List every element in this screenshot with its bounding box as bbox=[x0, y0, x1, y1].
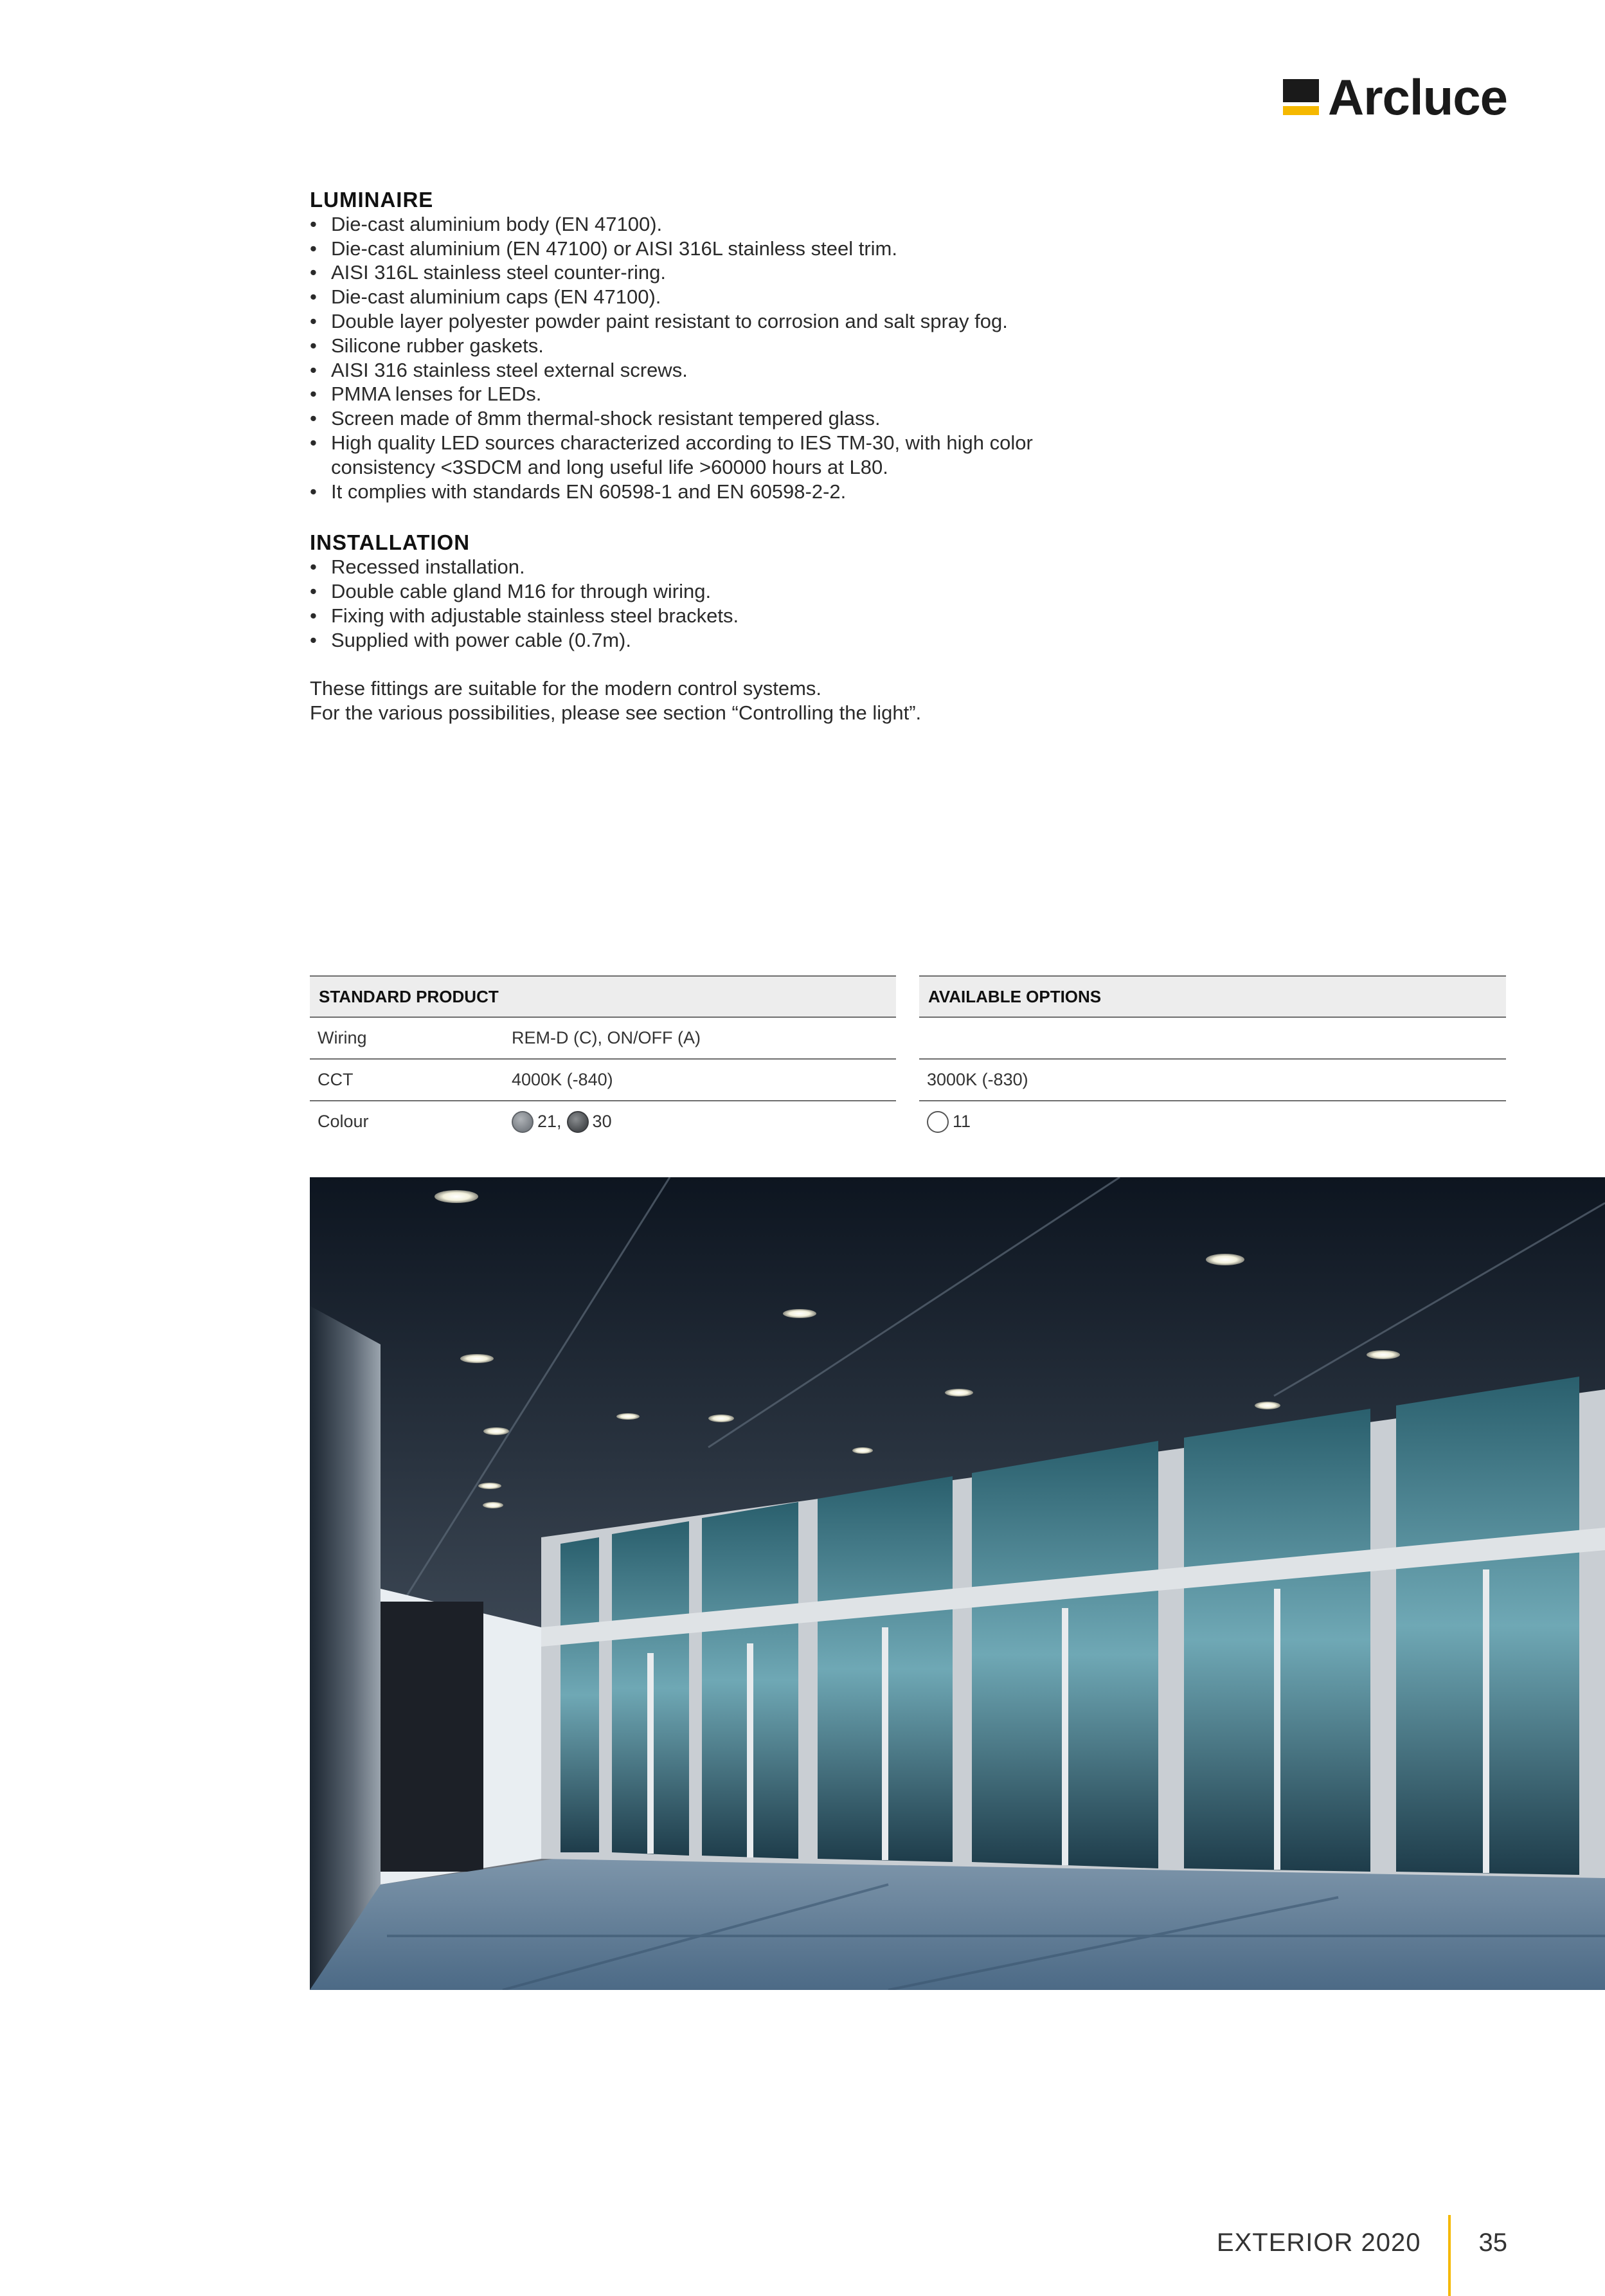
control-note-line-1: These fittings are suitable for the modern control systems. bbox=[310, 677, 822, 700]
installation-heading: INSTALLATION bbox=[310, 530, 471, 555]
list-item: • PMMA lenses for LEDs. bbox=[310, 382, 1107, 406]
colour-swatches bbox=[503, 1111, 612, 1133]
product-description bbox=[310, 188, 1107, 725]
table-row bbox=[919, 1018, 1506, 1060]
section-title: EXTERIOR 2020 bbox=[1216, 2228, 1421, 2257]
footer-divider bbox=[1448, 2215, 1451, 2296]
colour-code: 11 bbox=[953, 1112, 971, 1131]
list-item: • Recessed installation. bbox=[310, 555, 1107, 579]
list-item: • Die-cast aluminium body (EN 47100). bbox=[310, 212, 1107, 237]
table-row bbox=[919, 1101, 1506, 1142]
list-item: • Silicone rubber gaskets. bbox=[310, 334, 1107, 358]
colour-swatch-icon bbox=[567, 1111, 589, 1133]
row-value: REM-D (C), ON/OFF (A) bbox=[512, 1028, 701, 1047]
table-row bbox=[310, 1101, 896, 1142]
list-item: • Double layer polyester powder paint resistant to corrosion and salt spray fog. bbox=[310, 309, 1107, 334]
row-label: Wiring bbox=[318, 1028, 367, 1047]
colour-swatch-icon bbox=[512, 1111, 534, 1133]
list-item: • Double cable gland M16 for through wiring. bbox=[310, 579, 1107, 604]
control-note-line-2: For the various possibilities, please see section “Controlling the light”. bbox=[310, 701, 922, 725]
list-item: • High quality LED sources characterized according to IES TM-30, with high color consistency <3SDCM and long useful life >60000 hours at L80. bbox=[310, 431, 1064, 480]
logo-mark-icon bbox=[1283, 79, 1319, 115]
luminaire-list bbox=[310, 212, 1107, 504]
row-value: 4000K (-840) bbox=[512, 1070, 613, 1089]
available-options-table bbox=[919, 975, 1506, 1142]
logo-text: Arcluce bbox=[1327, 69, 1507, 125]
luminaire-heading: LUMINAIRE bbox=[310, 188, 434, 212]
list-item: • Fixing with adjustable stainless steel brackets. bbox=[310, 604, 1107, 628]
list-item: • Die-cast aluminium (EN 47100) or AISI 316L stainless steel trim. bbox=[310, 237, 1107, 261]
standard-product-table bbox=[310, 975, 896, 1142]
installation-photo bbox=[310, 1177, 1605, 1990]
row-value: 3000K (-830) bbox=[927, 1070, 1028, 1089]
colour-swatch-icon bbox=[927, 1111, 949, 1133]
colour-code: 30 bbox=[592, 1112, 612, 1131]
list-item: • It complies with standards EN 60598-1 and EN 60598-2-2. bbox=[310, 480, 1107, 504]
table-row bbox=[310, 1018, 896, 1060]
list-item: • Screen made of 8mm thermal-shock resistant tempered glass. bbox=[310, 406, 1107, 431]
list-item: • AISI 316L stainless steel counter-ring. bbox=[310, 260, 1107, 285]
installation-list bbox=[310, 555, 1107, 652]
colour-code: 21, bbox=[537, 1112, 562, 1131]
table-row bbox=[310, 1060, 896, 1101]
row-label: Colour bbox=[318, 1112, 369, 1131]
list-item: • AISI 316 stainless steel external screws. bbox=[310, 358, 1107, 383]
list-item: • Die-cast aluminium caps (EN 47100). bbox=[310, 285, 1107, 309]
page-number: 35 bbox=[1478, 2228, 1507, 2257]
list-item: • Supplied with power cable (0.7m). bbox=[310, 628, 1107, 653]
table-header: STANDARD PRODUCT bbox=[310, 975, 896, 1018]
row-label: CCT bbox=[318, 1070, 354, 1089]
page-footer bbox=[1217, 2202, 1507, 2283]
table-header: AVAILABLE OPTIONS bbox=[919, 975, 1506, 1018]
table-row bbox=[919, 1060, 1506, 1101]
brand-logo bbox=[1283, 69, 1507, 125]
